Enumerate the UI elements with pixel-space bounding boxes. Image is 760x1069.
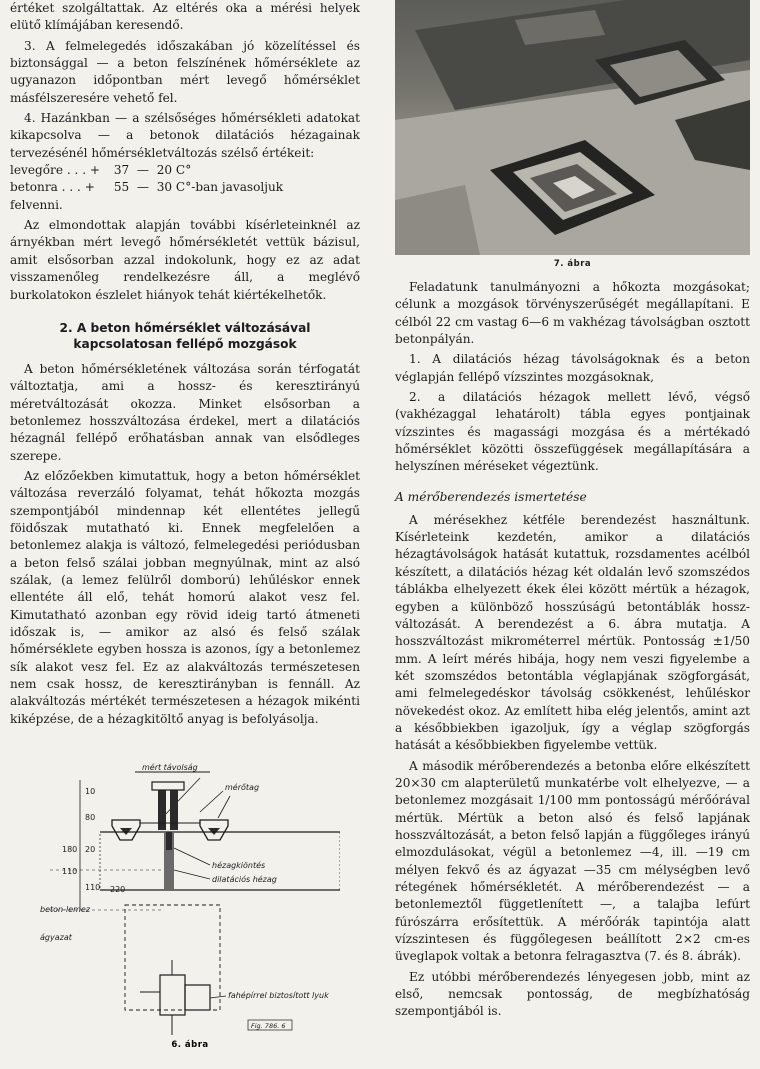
left-column <box>10 0 360 728</box>
paragraph-comparison: Ez utóbbi mérőberendezés lényegesen jobb, mint az első, nemcsak pontosság, de megbízhatóság szempontjából is. <box>395 969 750 1019</box>
dim-20: 20 <box>85 845 96 854</box>
figure-7-caption: 7. ábra <box>553 259 592 269</box>
paragraph-conclusion: Az elmondottak alapján további kísérleteinknél az árnyékban mért levegő hőmérsékletét vettük bázisul, amit elsősorban azzal indokolunk, hogy ez az adat visszamenőleg rendelkezésre áll, a meglévő burkolatokon észlelet hiányok tehát kiértékelhetők. <box>10 218 360 302</box>
dim-110b: 110 <box>62 867 78 876</box>
dim-220: 220 <box>110 885 126 894</box>
paragraph-volume-change: A beton hőmérsékletének változása során térfogatát változtatja, ami a hossz- és keresztirányú méretváltozását okozza. Minket elsősorban a betonlemez hosszváltozása érdekel, mert a dilatációs hézagnál fellépő erőhatásban annak van elsődleges szerepe. <box>10 361 360 463</box>
paragraph-item-1: 1. A dilatációs hézag távolságoknak és a beton véglapján fellépő vízszintes mozgásoknak, <box>395 352 750 384</box>
subsection-heading: A mérőberendezés ismertetése <box>395 489 587 504</box>
figure-6-caption: 6. ábra <box>171 1040 209 1050</box>
label-gauge: mérőtag <box>225 783 260 792</box>
paragraph-point-3: 3. A felmelegedés időszakában jó közelítéssel és biztonsággal — a beton felszínének hőmérséklete az ugyanazon időpontban mért levegő hőmérséklet másfélszeresére vehető fel. <box>10 38 360 105</box>
dim-10: 10 <box>85 787 96 796</box>
photo-illustration <box>395 0 750 255</box>
right-column <box>395 0 750 1021</box>
figure-stamp: Fig. 786. 6 <box>251 1022 286 1030</box>
dim-80: 80 <box>85 813 96 822</box>
value-text: 55 — 30 C°-ban javasoljuk <box>110 180 284 195</box>
dim-110: 110 <box>85 883 101 892</box>
paragraph-device-2: A második mérőberendezés a betonba előre elkészített 20×30 cm alapterületű munkatérbe volt elhelyezve, — a betonlemez mozgásait 1/100 mm pontosságú mérőórával mértük. Mértük a beton alsó és felső lapjának hosszváltozását, a beton felső lapján a függőleges irányú elmozdulásokat, végül a betonlemez —4, ill. —19 cm mélyen fekvő és az ágyazat —35 cm mélységben levő rétegének hőmérsékletét. A mérőberendezést — a betonlemeztől függetlenített —, a talajba lefúrt fúrószárra erősítettük. A mérőórák tapintója alatt vízszintesen és függőlegesen beállított 2×2 cm-es üveglapok voltak a betonra felragasztva (7. és 8. ábrák). <box>395 758 750 964</box>
value-row-air <box>10 162 360 179</box>
paragraph-point-4: 4. Hazánkban — a szélsőséges hőmérsékleti adatokat kikapcsolva — a betonok dilatációs hézagainak tervezésénél hőmérsékletváltozás szélső értékeit: <box>10 111 360 160</box>
value-text: 37 — 20 C° <box>110 163 192 178</box>
paragraph-intro: értéket szolgáltattak. Az eltérés oka a mérési helyek elütő klímájában keresendő. <box>10 1 360 33</box>
measuring-device-drawing <box>40 760 340 1060</box>
figure-6-diagram <box>40 760 340 1060</box>
value-label: levegőre . . . + <box>10 163 101 178</box>
label-hole: fahépírrel biztosított lyuk <box>228 991 329 1000</box>
label-bedding: ágyazat <box>40 933 72 942</box>
paragraph-task: Feladatunk tanulmányozni a hőkozta mozgásokat; célunk a mozgások törvényszerűségét megállapítani. E célból 22 cm vastag 6—6 m vakhézag távolságban osztott betonpályán. <box>395 280 750 347</box>
figure-7-photo <box>395 0 750 255</box>
paragraph-item-2: 2. a dilatációs hézagok mellett lévő, végső (vakhézaggal lehatárolt) tábla egyes pontjainak vízszintes és magassági mozgása és a mértékadó hőmérséklet közötti összefüggések megállapítására a helyszínen méréseket végeztünk. <box>395 390 750 474</box>
label-dilatation-joint: dilatációs hézag <box>212 875 277 884</box>
value-label: betonra . . . + <box>10 180 95 195</box>
section-heading: 2. A beton hőmérséklet változásával kapcsolatosan fellépő mozgások <box>59 320 311 351</box>
value-row-concrete <box>10 179 360 196</box>
label-measured-distance: mért távolság <box>142 763 198 772</box>
paragraph-device-1: A mérésekhez kétféle berendezést használtunk. Kísérleteink kezdetén, amikor a dilatációs hézagtávolságok hatását kutattuk, rozsdamentes acélból készített, a dilatációs hézag két oldalán levő szomszédos táblákba elhelyezett ékek élei között mértük a hézagok, egyben a különböző hosszúságú betontáblák hossz-változását. A berendezést a 6. ábra mutatja. A hosszváltozást mikrométerrel mértük. Pontosság ±1/50 mm. A leírt mérés hibája, hogy nem veszi figyelembe a két szomszédos betontábla véglapjának szögforgását, ami felmelegedéskor távolság csökkenést, lehűléskor növekedést okoz. Az említett hiba elég jelentős, amint azt a későbbiekben igazoljuk, így a véglap szögforgás hatását a későbbiekben figyelembe vettük. <box>395 512 750 753</box>
label-concrete-slab: beton-lemez <box>40 905 91 914</box>
paragraph-reversal: Az előzőekben kimutattuk, hogy a beton hőmérséklet változása reverzáló folyamat, tehát hőkozta mozgás szempontjából mindennap két ellentétes jellegű föidőszak mutatható ki. Ennek megfelelően a betonlemez alakja is változó, felmelegedési periódusban a beton felső szálai jobban megnyúlnak, mint az alsó szálak, (a lemez felülről domború) lehűléskor ennek ellentéte áll elő, tehát homorú alakot vesz fel. Kimutatható azonban egy rövid ideig tartó átmeneti időszak is, — amikor az alsó és felső szálak hőmérséklete egyben hossza is azonos, így a betonlemez sík alakot vesz fel. Ez az alakváltozás természetesen nem csak hossz, de keresztirányban is fennáll. Az alakváltozás mértékét természetesen a hézagok mikénti kiképzése, de a hézagkitöltő anyag is befolyásolja. <box>10 468 360 726</box>
label-joint-fill: hézagkiöntés <box>212 861 266 870</box>
paragraph-point-4-end: felvenni. <box>10 197 63 212</box>
dim-180: 180 <box>62 845 78 854</box>
